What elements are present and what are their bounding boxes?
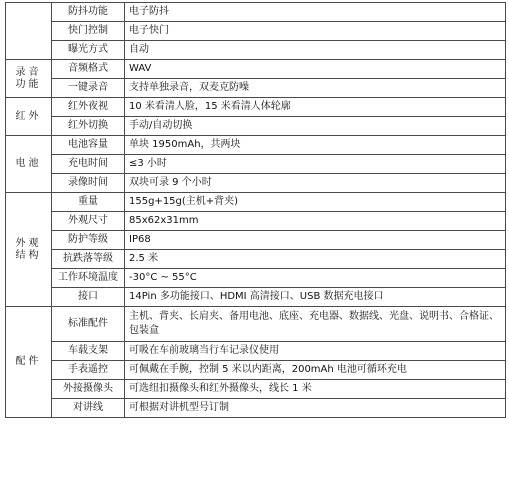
- spec-key: 录像时间: [52, 174, 125, 193]
- spec-key: 对讲线: [52, 399, 125, 418]
- spec-key: 音频格式: [52, 60, 125, 79]
- table-row: [6, 41, 506, 60]
- spec-key: 快门控制: [52, 22, 125, 41]
- table-row: [6, 155, 506, 174]
- spec-value: 主机、背夹、长肩夹、备用电池、底座、充电器、数据线、光盘、说明书、合格证、包装盒: [125, 307, 506, 342]
- table-row: [6, 288, 506, 307]
- spec-value: 可根据对讲机型号订制: [125, 399, 506, 418]
- table-row: [6, 193, 506, 212]
- spec-key: 外观尺寸: [52, 212, 125, 231]
- spec-key: 抗跌落等级: [52, 250, 125, 269]
- category-cell: 电池: [6, 136, 52, 193]
- spec-value: IP68: [125, 231, 506, 250]
- spec-value: 可吸在车前玻璃当行车记录仪使用: [125, 342, 506, 361]
- spec-value: -30°C ~ 55°C: [125, 269, 506, 288]
- table-row: [6, 212, 506, 231]
- table-row: [6, 269, 506, 288]
- spec-key: 重量: [52, 193, 125, 212]
- spec-value: 单块 1950mAh，共两块: [125, 136, 506, 155]
- category-cell: 红外: [6, 98, 52, 136]
- table-row: [6, 231, 506, 250]
- spec-key: 手表遥控: [52, 361, 125, 380]
- spec-value: 支持单独录音，双麦克防噪: [125, 79, 506, 98]
- category-cell: 录音功能: [6, 60, 52, 98]
- spec-value: WAV: [125, 60, 506, 79]
- spec-value: 可选纽扣摄像头和红外摄像头，线长 1 米: [125, 380, 506, 399]
- table-row: [6, 342, 506, 361]
- spec-key: 接口: [52, 288, 125, 307]
- spec-value: 电子防抖: [125, 3, 506, 22]
- spec-value: 2.5 米: [125, 250, 506, 269]
- spec-table: [5, 2, 506, 418]
- spec-value: 155g+15g(主机+背夹): [125, 193, 506, 212]
- spec-value: 双块可录 9 个小时: [125, 174, 506, 193]
- spec-value: 自动: [125, 41, 506, 60]
- table-row: [6, 117, 506, 136]
- spec-value: ≤3 小时: [125, 155, 506, 174]
- table-row: [6, 98, 506, 117]
- table-row: [6, 250, 506, 269]
- spec-value: 可佩戴在手腕，控制 5 米以内距离，200mAh 电池可循环充电: [125, 361, 506, 380]
- spec-value: 手动/自动切换: [125, 117, 506, 136]
- spec-key: 外接摄像头: [52, 380, 125, 399]
- spec-value: 14Pin 多功能接口、HDMI 高清接口、USB 数据充电接口: [125, 288, 506, 307]
- spec-value: 10 米看清人脸，15 米看清人体轮廓: [125, 98, 506, 117]
- spec-key: 工作环境温度: [52, 269, 125, 288]
- table-row: [6, 79, 506, 98]
- spec-key: 曝光方式: [52, 41, 125, 60]
- table-row: [6, 22, 506, 41]
- table-row: [6, 60, 506, 79]
- spec-value: 85x62x31mm: [125, 212, 506, 231]
- spec-key: 车载支架: [52, 342, 125, 361]
- category-cell: 外观结构: [6, 193, 52, 307]
- spec-key: 标准配件: [52, 307, 125, 342]
- spec-table-container: [5, 2, 506, 418]
- table-row: [6, 3, 506, 22]
- spec-key: 充电时间: [52, 155, 125, 174]
- spec-key: 红外切换: [52, 117, 125, 136]
- spec-key: 红外夜视: [52, 98, 125, 117]
- spec-key: 一键录音: [52, 79, 125, 98]
- spec-key: 电池容量: [52, 136, 125, 155]
- spec-key: 防抖功能: [52, 3, 125, 22]
- table-row: [6, 380, 506, 399]
- table-row: [6, 399, 506, 418]
- table-row: [6, 361, 506, 380]
- category-cell: [6, 3, 52, 60]
- table-row: [6, 174, 506, 193]
- category-cell: 配件: [6, 307, 52, 418]
- spec-value: 电子快门: [125, 22, 506, 41]
- spec-key: 防护等级: [52, 231, 125, 250]
- table-row: [6, 307, 506, 342]
- table-row: [6, 136, 506, 155]
